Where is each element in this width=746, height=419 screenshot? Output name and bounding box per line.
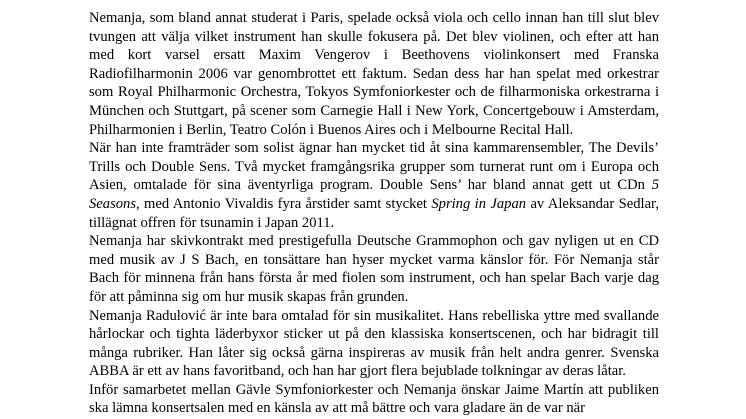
- paragraph-image: Nemanja Radulović är inte bara omtalad för sin musikalitet. Hans rebelliska yttre med svallande hårlockar och tighta läderbyxor sticker ut på den klassiska konsertscenen, och har bidragit till många rubriker. Han låter sig också gärna inspireras av musik från helt andra genrer. Svenska ABBA är ett av hans favoritband, och han har gjort flera bejublade tolkningar av deras låtar.: [89, 307, 659, 380]
- paragraph-text: av Aleksandar Sedlar, tillägnat offren för tsunamin i Japan 2011.: [89, 195, 659, 231]
- piece-title-spring-in-japan: Spring in Japan: [431, 195, 527, 212]
- paragraph-recording-contract: Nemanja har skivkontrakt med prestigefulla Deutsche Grammophon och gav nyligen ut en CD med musik av J S Bach, en tonsättare han hyser mycket varma känslor för. För Nemanja står Bach för minnena från hans första år med fiolen som instrument, och han spelar Bach varje dag för att påminna sig om hur musik skapas från grunden.: [89, 233, 659, 305]
- paragraph-career: Nemanja, som bland annat studerat i Paris, spelade också viola och cello innan han till slut blev tvungen att välja vilket instrument han skulle fokusera på. Det blev violinen, och efter att han med kort varsel ersatt Maxim Vengerov i Beethovens violinkonsert med Franska Radiofilharmonin 2006 var genombrottet ett faktum. Sedan dess har han spelat med orkestrar som Royal Philharmonic Orchestra, Tokyos Symfoniorkester och de filharmoniska orkestrarna i München och Stuttgart, på scener som Carnegie Hall i New York, Concertgebouw i Amsterdam, Philharmonien i Berlin, Teatro Colón i Buenos Aires och i Melbourne Recital Hall.: [89, 10, 659, 138]
- document-page: [89, 9, 659, 418]
- album-title-5-seasons: 5 Seasons: [89, 177, 659, 212]
- paragraph-text: , med Antonio Vivaldis fyra årstider samt stycket: [136, 195, 432, 212]
- paragraph-collaboration: Inför samarbetet mellan Gävle Symfoniorkester och Nemanja önskar Jaime Martín att publiken ska lämna konsertsalen med en känsla av att må bättre och vara gladare än de var när: [89, 381, 659, 417]
- paragraph-chamber-ensembles: [89, 139, 659, 232]
- paragraph-text: När han inte framträder som solist ägnar han mycket tid åt sina kammarensembler, The Devils’ Trills och Double Sens. Två mycket framgångsrika grupper som turnerat runt om i Europa och Asien, omtalade för sina äventyrliga program. Double Sens’ har bland annat gett ut CDn: [89, 140, 659, 194]
